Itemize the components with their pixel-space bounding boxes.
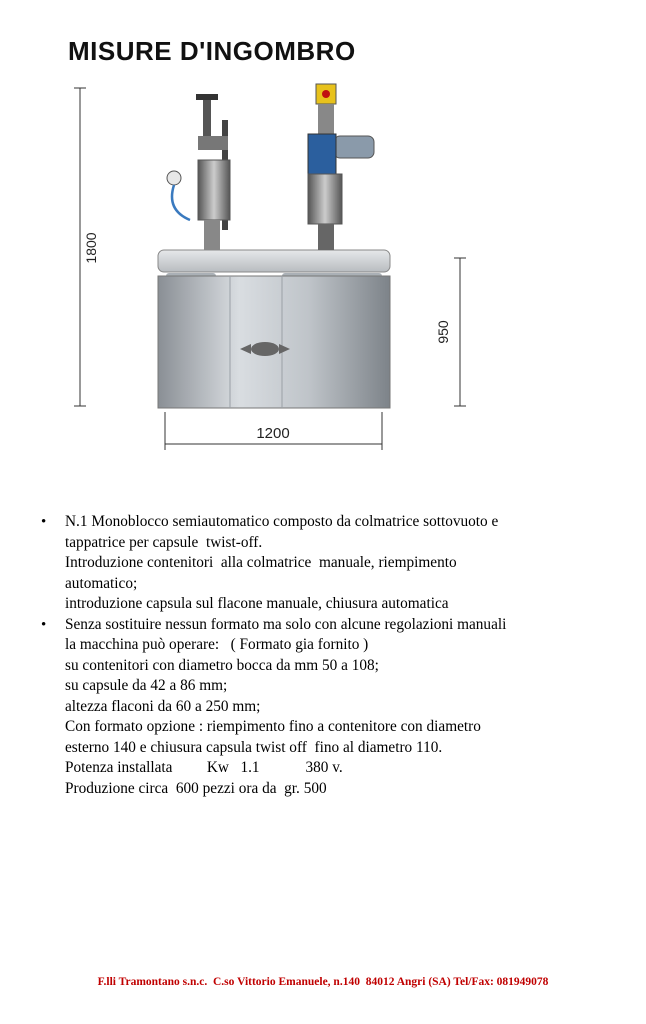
text-line: esterno 140 e chiusura capsula twist off fino al diametro 110. — [65, 738, 443, 756]
machine-dimension-drawing — [70, 70, 490, 470]
text-line: introduzione capsula sul flacone manuale, chiusura automatica — [65, 595, 449, 612]
text-line: automatico; — [65, 574, 138, 592]
list-item — [38, 512, 628, 615]
list-item — [38, 615, 628, 800]
dim-width: 1200 — [256, 425, 290, 442]
text-line: la macchina può operare: ( Formato gia fornito ) — [65, 636, 369, 653]
text-line: N.1 Monoblocco semiautomatico composto da colmatrice sottovuoto e — [65, 513, 499, 530]
machine-cabinet — [158, 250, 390, 408]
capper-head — [308, 84, 374, 250]
page-title: MISURE D'INGOMBRO — [68, 36, 356, 66]
text-line: Senza sostituire nessun formato ma solo con alcune regolazioni manuali — [65, 615, 507, 633]
dim-height-cabinet: 950 — [435, 320, 451, 344]
filler-head — [167, 94, 230, 250]
text-line: Potenza installata Kw 1.1 380 v. — [65, 759, 343, 776]
text-line: tappatrice per capsule twist-off. — [65, 533, 263, 551]
text-line: su capsule da 42 a 86 mm; — [65, 677, 228, 694]
company-footer: F.lli Tramontano s.n.c. C.so Vittorio Emanuele, n.140 84012 Angri (SA) Tel/Fax: 081949078 — [97, 976, 549, 988]
text-line: su contenitori con diametro bocca da mm 50 a 108; — [65, 656, 379, 674]
description-list — [38, 512, 628, 799]
text-line: Produzione circa 600 pezzi ora da gr. 500 — [65, 779, 327, 797]
text-line: Con formato opzione : riempimento fino a contenitore con diametro — [65, 718, 481, 735]
text-line: altezza flaconi da 60 a 250 mm; — [65, 697, 261, 715]
text-line: Introduzione contenitori alla colmatrice manuale, riempimento — [65, 554, 457, 571]
dim-height-total: 1800 — [83, 232, 99, 264]
